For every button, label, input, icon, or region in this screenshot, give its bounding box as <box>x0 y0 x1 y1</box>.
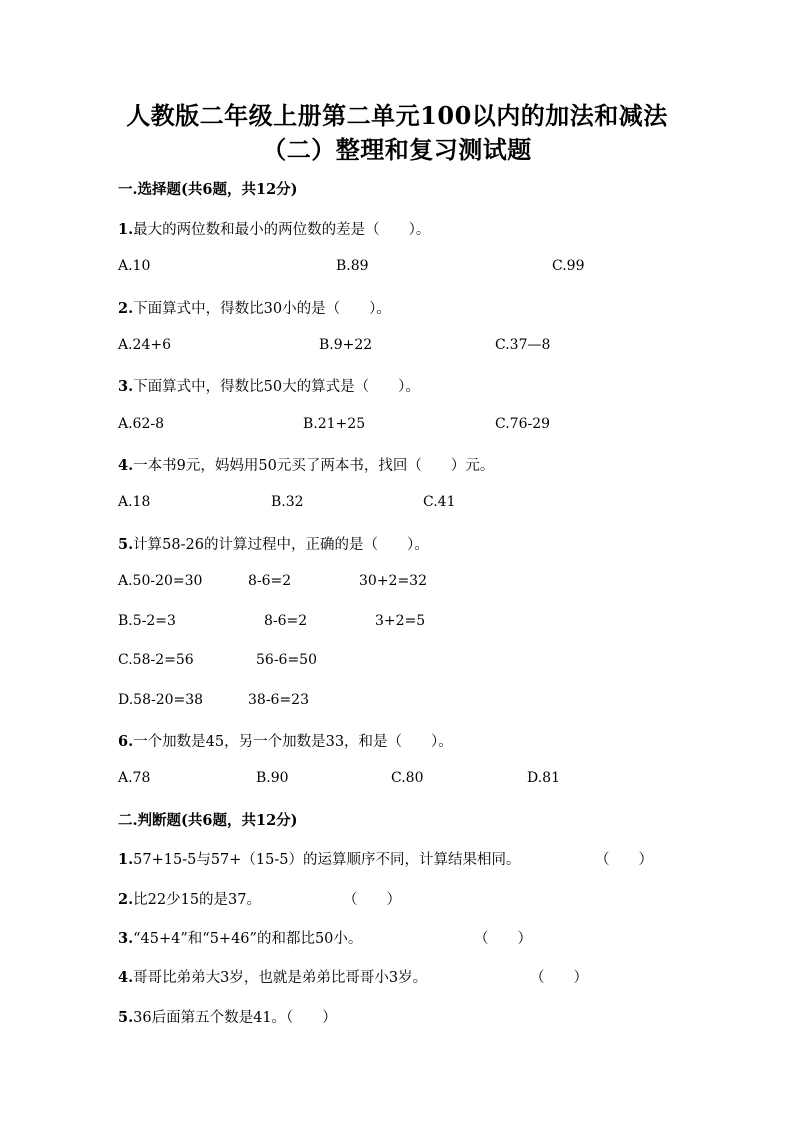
judge-question-2 <box>118 888 261 909</box>
section-heading-choice: 一.选择题(共6题，共12分) <box>118 181 298 198</box>
option-c: C.41 <box>423 494 456 510</box>
option-b-step3: 3+2=5 <box>375 613 426 629</box>
question-number: 5. <box>118 1009 134 1026</box>
option-d: D.81 <box>527 770 560 786</box>
option-c-step2: 56-6=50 <box>256 652 317 668</box>
question-number: 1. <box>118 851 134 868</box>
question-text: 36后面第五个数是41。（ ） <box>133 1010 337 1026</box>
answer-blank: （ ） <box>530 970 588 986</box>
question-3 <box>118 375 420 396</box>
question-number: 2. <box>118 300 134 317</box>
option-c: C.80 <box>391 770 424 786</box>
option-a: A.18 <box>118 494 151 510</box>
question-number: 3. <box>118 378 134 395</box>
option-a-step3: 30+2=32 <box>359 573 427 589</box>
question-number: 1. <box>118 221 134 238</box>
page-title-line1: 人教版二年级上册第二单元100以内的加法和减法 <box>126 101 668 130</box>
question-4 <box>118 454 494 475</box>
question-text: 下面算式中，得数比30小的是（ ）。 <box>133 301 391 317</box>
option-a-step1: A.50-20=30 <box>118 573 203 589</box>
answer-blank: （ ） <box>474 931 532 947</box>
question-text: 下面算式中，得数比50大的算式是（ ）。 <box>133 379 420 395</box>
option-b: B.90 <box>256 770 289 786</box>
option-b: B.32 <box>271 494 304 510</box>
option-c: C.37—8 <box>495 337 551 353</box>
option-b-step1: B.5-2=3 <box>118 613 176 629</box>
question-text: 比22少15的是37。 <box>133 892 261 908</box>
option-d-step1: D.58-20=38 <box>118 692 204 708</box>
judge-question-3 <box>118 927 362 948</box>
option-c: C.99 <box>552 258 585 274</box>
option-a: A.78 <box>118 770 151 786</box>
option-d-step2: 38-6=23 <box>248 692 309 708</box>
option-b-step2: 8-6=2 <box>264 613 308 629</box>
question-number: 4. <box>118 969 134 986</box>
option-c: C.76-29 <box>495 416 551 432</box>
answer-blank: （ ） <box>595 852 653 868</box>
judge-question-4 <box>118 966 427 987</box>
question-text: “45+4”和“5+46”的和都比50小。 <box>133 931 363 947</box>
question-text: 一本书9元，妈妈用50元买了两本书，找回（ ）元。 <box>133 458 495 474</box>
question-6 <box>118 730 453 751</box>
question-number: 5. <box>118 536 134 553</box>
question-text: 哥哥比弟弟大3岁，也就是弟弟比哥哥小3岁。 <box>133 970 428 986</box>
option-c-step1: C.58-2=56 <box>118 652 194 668</box>
option-a: A.10 <box>118 258 151 274</box>
answer-blank: （ ） <box>343 892 401 908</box>
section-heading-judge: 二.判断题(共6题，共12分) <box>118 812 298 829</box>
question-number: 3. <box>118 930 134 947</box>
option-a: A.62-8 <box>118 416 165 432</box>
question-text: 计算58-26的计算过程中，正确的是（ ）。 <box>133 537 429 553</box>
option-b: B.89 <box>336 258 369 274</box>
question-number: 4. <box>118 457 134 474</box>
option-a-step2: 8-6=2 <box>248 573 292 589</box>
option-b: B.21+25 <box>303 416 366 432</box>
question-2 <box>118 297 391 318</box>
option-a: A.24+6 <box>118 337 172 353</box>
judge-question-5 <box>118 1006 337 1027</box>
question-1 <box>118 218 430 239</box>
page-title-line2: （二）整理和复习测试题 <box>262 135 532 164</box>
question-5 <box>118 533 429 554</box>
question-text: 最大的两位数和最小的两位数的差是（ ）。 <box>133 222 431 238</box>
question-number: 6. <box>118 733 134 750</box>
option-b: B.9+22 <box>319 337 373 353</box>
judge-question-1 <box>118 848 521 869</box>
question-text: 一个加数是45，另一个加数是33，和是（ ）。 <box>133 734 453 750</box>
question-number: 2. <box>118 891 134 908</box>
question-text: 57+15-5与57+（15-5）的运算顺序不同，计算结果相同。 <box>133 852 521 868</box>
